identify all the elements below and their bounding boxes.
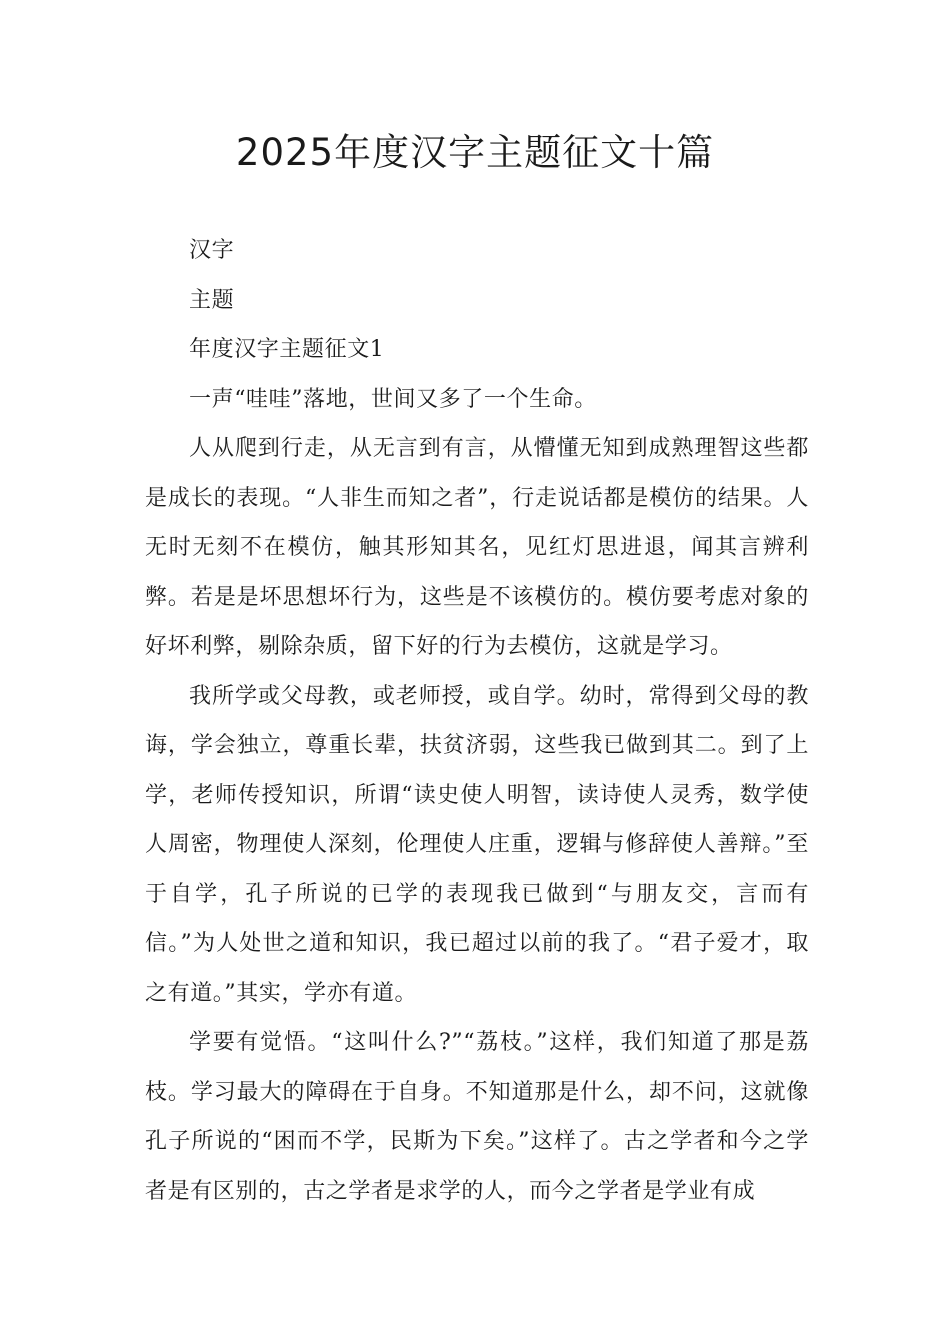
paragraph-keyword-1: 汉字 [189,238,235,263]
document-body [145,226,809,1216]
paragraph: 我所学或父母教，或老师授，或自学。幼时，常得到父母的教诲，学会独立，尊重长辈，扶贫济弱，这些我已做到其二。到了上学，老师传授知识，所谓“读史使人明智，读诗使人灵秀，数学使人周密，物理使人深刻，伦理使人庄重，逻辑与修辞使人善辩。”至于自学，孔子所说的已学的表现我已做到“与朋友交，言而有信。”为人处世之道和知识，我已超过以前的我了。“君子爱才，取之有道。”其实，学亦有道。 [145,683,809,1006]
document-title: 2025年度汉字主题征文十篇 [235,131,715,174]
section-heading: 年度汉字主题征文1 [189,337,385,362]
paragraph: 人从爬到行走，从无言到有言，从懵懂无知到成熟理智这些都是成长的表现。“人非生而知之者”，行走说话都是模仿的结果。人无时无刻不在模仿，触其形知其名，见红灯思进退，闻其言辨利弊。若是是坏思想坏行为，这些是不该模仿的。模仿要考虑对象的好坏利弊，剔除杂质，留下好的行为去模仿，这就是学习。 [145,436,809,659]
paragraph: 学要有觉悟。“这叫什么?”“荔枝。”这样，我们知道了那是荔枝。学习最大的障碍在于自身。不知道那是什么，却不问，这就像孔子所说的“困而不学，民斯为下矣。”这样了。古之学者和今之学者是有区别的，古之学者是求学的人，而今之学者是学业有成 [145,1030,809,1204]
paragraph: 一声“哇哇”落地，世间又多了一个生命。 [189,386,597,412]
paragraph-keyword-2: 主题 [189,287,235,313]
